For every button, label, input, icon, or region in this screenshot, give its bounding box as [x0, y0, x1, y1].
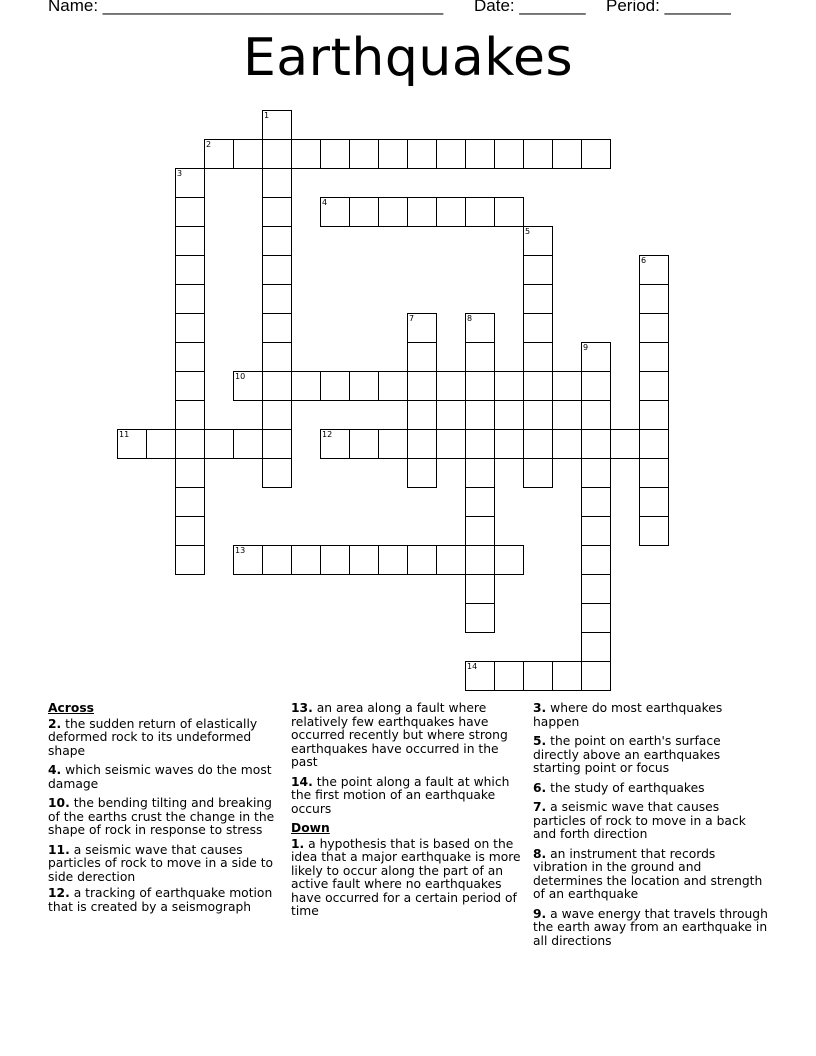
crossword-cell[interactable] — [465, 400, 495, 430]
crossword-cell[interactable] — [233, 545, 263, 575]
crossword-cell[interactable] — [465, 197, 495, 227]
crossword-cell[interactable] — [407, 139, 437, 169]
crossword-cell[interactable] — [175, 487, 205, 517]
clue-across-12: 12. a tracking of earthquake motion that is created by a seismograph — [48, 886, 273, 914]
clue-down-6: 6. the study of earthquakes — [533, 780, 705, 795]
crossword-cell[interactable] — [581, 371, 611, 401]
crossword-cell[interactable] — [552, 661, 582, 691]
crossword-cell[interactable] — [175, 516, 205, 546]
crossword-cell[interactable] — [523, 371, 553, 401]
crossword-cell[interactable] — [204, 139, 234, 169]
cell-number: 2 — [206, 140, 212, 149]
crossword-cell[interactable] — [552, 139, 582, 169]
name-field[interactable]: Name: ____________________________________ — [48, 0, 444, 15]
crossword-cell[interactable] — [581, 400, 611, 430]
crossword-cell[interactable] — [639, 313, 669, 343]
down-heading: Down — [291, 821, 330, 835]
page-title: Earthquakes — [242, 28, 574, 88]
crossword-cell[interactable] — [378, 139, 408, 169]
cell-number: 4 — [322, 198, 328, 207]
cell-number: 5 — [525, 227, 531, 236]
crossword-cell[interactable] — [146, 429, 176, 459]
clue-across-2: 2. the sudden return of elastically deformed rock to its undeformed shape — [48, 716, 258, 758]
crossword-cell[interactable] — [175, 197, 205, 227]
crossword-cell[interactable] — [175, 400, 205, 430]
clue-down-8: 8. an instrument that records vibration in the ground and determines the location and strength of an earthquake — [533, 846, 763, 901]
clues-column-2 — [291, 702, 526, 925]
crossword-cell[interactable] — [610, 429, 640, 459]
crossword-cell[interactable] — [494, 661, 524, 691]
crossword-cell[interactable] — [349, 197, 379, 227]
crossword-cell[interactable] — [175, 255, 205, 285]
crossword-cell[interactable] — [262, 139, 292, 169]
crossword-cell[interactable] — [523, 400, 553, 430]
crossword-cell[interactable] — [639, 284, 669, 314]
crossword-cell[interactable] — [407, 342, 437, 372]
crossword-cell[interactable] — [465, 342, 495, 372]
crossword-cell[interactable] — [378, 197, 408, 227]
crossword-cell[interactable] — [465, 603, 495, 633]
crossword-cell[interactable] — [552, 371, 582, 401]
crossword-cell[interactable] — [262, 313, 292, 343]
clue-across-4: 4. which seismic waves do the most damage — [48, 763, 272, 791]
crossword-cell[interactable] — [378, 545, 408, 575]
crossword-cell[interactable] — [175, 313, 205, 343]
crossword-cell[interactable] — [581, 632, 611, 662]
crossword-cell[interactable] — [639, 429, 669, 459]
crossword-cell[interactable] — [639, 255, 669, 285]
crossword-cell[interactable] — [117, 429, 147, 459]
crossword-cell[interactable] — [523, 284, 553, 314]
crossword-cell[interactable] — [378, 371, 408, 401]
crossword-cell[interactable] — [639, 516, 669, 546]
cell-number: 8 — [467, 314, 473, 323]
crossword-cell[interactable] — [581, 429, 611, 459]
crossword-cell[interactable] — [262, 197, 292, 227]
cell-number: 10 — [235, 372, 246, 381]
crossword-cell[interactable] — [523, 342, 553, 372]
crossword-cell[interactable] — [465, 371, 495, 401]
crossword-cell[interactable] — [407, 197, 437, 227]
crossword-cell[interactable] — [494, 139, 524, 169]
crossword-cell[interactable] — [581, 458, 611, 488]
crossword-cell[interactable] — [436, 545, 466, 575]
crossword-cell[interactable] — [204, 429, 234, 459]
across-heading: Across — [48, 701, 94, 715]
crossword-cell[interactable] — [262, 458, 292, 488]
cell-number: 13 — [235, 546, 246, 555]
crossword-cell[interactable] — [465, 516, 495, 546]
crossword-cell[interactable] — [523, 226, 553, 256]
clue-down-1: 1. a hypothesis that is based on the idea that a major earthquake is more likely to occur along the part of an active fault where no earthquakes have occurred for a certain period of time — [291, 836, 521, 918]
cell-number: 12 — [322, 430, 333, 439]
crossword-cell[interactable] — [407, 545, 437, 575]
crossword-cell[interactable] — [581, 603, 611, 633]
crossword-cell[interactable] — [349, 545, 379, 575]
crossword-cell[interactable] — [175, 458, 205, 488]
crossword-cell[interactable] — [407, 371, 437, 401]
crossword-cell[interactable] — [320, 197, 350, 227]
period-field[interactable]: Period: _______ — [606, 0, 731, 15]
crossword-cell[interactable] — [378, 429, 408, 459]
crossword-cell[interactable] — [320, 429, 350, 459]
cell-number: 11 — [119, 430, 130, 439]
crossword-cell[interactable] — [494, 429, 524, 459]
clue-down-3: 3. where do most earthquakes happen — [533, 701, 723, 729]
crossword-cell[interactable] — [349, 371, 379, 401]
crossword-cell[interactable] — [465, 661, 495, 691]
cell-number: 6 — [641, 256, 647, 265]
crossword-cell[interactable] — [436, 371, 466, 401]
crossword-cell[interactable] — [320, 545, 350, 575]
crossword-cell[interactable] — [494, 545, 524, 575]
crossword-cell[interactable] — [581, 545, 611, 575]
crossword-cell[interactable] — [407, 429, 437, 459]
crossword-cell[interactable] — [262, 110, 292, 140]
crossword-cell[interactable] — [262, 168, 292, 198]
crossword-cell[interactable] — [175, 284, 205, 314]
crossword-cell[interactable] — [581, 487, 611, 517]
crossword-cell[interactable] — [523, 661, 553, 691]
crossword-cell[interactable] — [639, 400, 669, 430]
cell-number: 9 — [583, 343, 589, 352]
crossword-cell[interactable] — [523, 255, 553, 285]
crossword-cell[interactable] — [262, 371, 292, 401]
crossword-cell[interactable] — [175, 371, 205, 401]
crossword-cell[interactable] — [581, 516, 611, 546]
clue-across-13: 13. an area along a fault where relatively few earthquakes have occurred recently but where strong earthquakes have occurred in the past — [291, 701, 508, 769]
crossword-cell[interactable] — [639, 371, 669, 401]
crossword-cell[interactable] — [523, 429, 553, 459]
crossword-cell[interactable] — [523, 139, 553, 169]
crossword-cell[interactable] — [175, 342, 205, 372]
clue-across-10: 10. the bending tilting and breaking of the earths crust the change in the shape of rock in response to stress — [48, 796, 275, 837]
crossword-cell[interactable] — [262, 255, 292, 285]
crossword-cell[interactable] — [175, 429, 205, 459]
clue-down-9: 9. a wave energy that travels through the earth away from an earthquake in all directions — [533, 906, 768, 948]
crossword-cell[interactable] — [262, 429, 292, 459]
crossword-cell[interactable] — [233, 139, 263, 169]
crossword-cell[interactable] — [436, 197, 466, 227]
crossword-cell[interactable] — [465, 458, 495, 488]
clues-column-3 — [533, 702, 768, 954]
crossword-cell[interactable] — [175, 545, 205, 575]
crossword-cell[interactable] — [523, 458, 553, 488]
crossword-cell[interactable] — [465, 139, 495, 169]
crossword-cell[interactable] — [349, 429, 379, 459]
crossword-cell[interactable] — [320, 139, 350, 169]
crossword-cell[interactable] — [465, 313, 495, 343]
crossword-cell[interactable] — [465, 429, 495, 459]
crossword-cell[interactable] — [291, 139, 321, 169]
crossword-cell[interactable] — [523, 313, 553, 343]
crossword-cell[interactable] — [320, 371, 350, 401]
cell-number: 7 — [409, 314, 415, 323]
date-field[interactable]: Date: _______ — [474, 0, 586, 15]
crossword-cell[interactable] — [465, 574, 495, 604]
crossword-cell[interactable] — [465, 487, 495, 517]
clue-down-5: 5. the point on earth's surface directly above an earthquakes starting point or focus — [533, 734, 721, 775]
crossword-cell[interactable] — [552, 429, 582, 459]
crossword-cell[interactable] — [407, 400, 437, 430]
cell-number: 1 — [264, 111, 270, 120]
crossword-cell[interactable] — [436, 139, 466, 169]
crossword-cell[interactable] — [349, 139, 379, 169]
crossword-cell[interactable] — [262, 400, 292, 430]
crossword-cell[interactable] — [262, 226, 292, 256]
crossword-cell[interactable] — [175, 168, 205, 198]
crossword-cell[interactable] — [175, 226, 205, 256]
cell-number: 3 — [177, 169, 183, 178]
clue-across-11: 11. a seismic wave that causes particles of rock to move in a side to side derection — [48, 842, 274, 884]
clue-across-14: 14. the point along a fault at which the first motion of an earthquake occurs — [291, 774, 510, 816]
crossword-cell[interactable] — [407, 458, 437, 488]
crossword-cell[interactable] — [233, 371, 263, 401]
crossword-cell[interactable] — [233, 429, 263, 459]
crossword-cell[interactable] — [465, 545, 495, 575]
crossword-cell[interactable] — [639, 458, 669, 488]
crossword-cell[interactable] — [436, 429, 466, 459]
crossword-cell[interactable] — [581, 139, 611, 169]
crossword-cell[interactable] — [291, 371, 321, 401]
crossword-cell[interactable] — [494, 371, 524, 401]
crossword-cell[interactable] — [639, 487, 669, 517]
crossword-cell[interactable] — [581, 574, 611, 604]
crossword-cell[interactable] — [581, 342, 611, 372]
crossword-cell[interactable] — [262, 342, 292, 372]
crossword-cell[interactable] — [494, 197, 524, 227]
crossword-cell[interactable] — [407, 313, 437, 343]
crossword-cell[interactable] — [291, 545, 321, 575]
crossword-cell[interactable] — [581, 661, 611, 691]
cell-number: 14 — [467, 662, 478, 671]
crossword-cell[interactable] — [262, 545, 292, 575]
clue-down-7: 7. a seismic wave that causes particles of rock to move in a back and forth direction — [533, 800, 746, 841]
crossword-cell[interactable] — [639, 342, 669, 372]
crossword-cell[interactable] — [262, 284, 292, 314]
clues-column-1 — [48, 702, 283, 920]
